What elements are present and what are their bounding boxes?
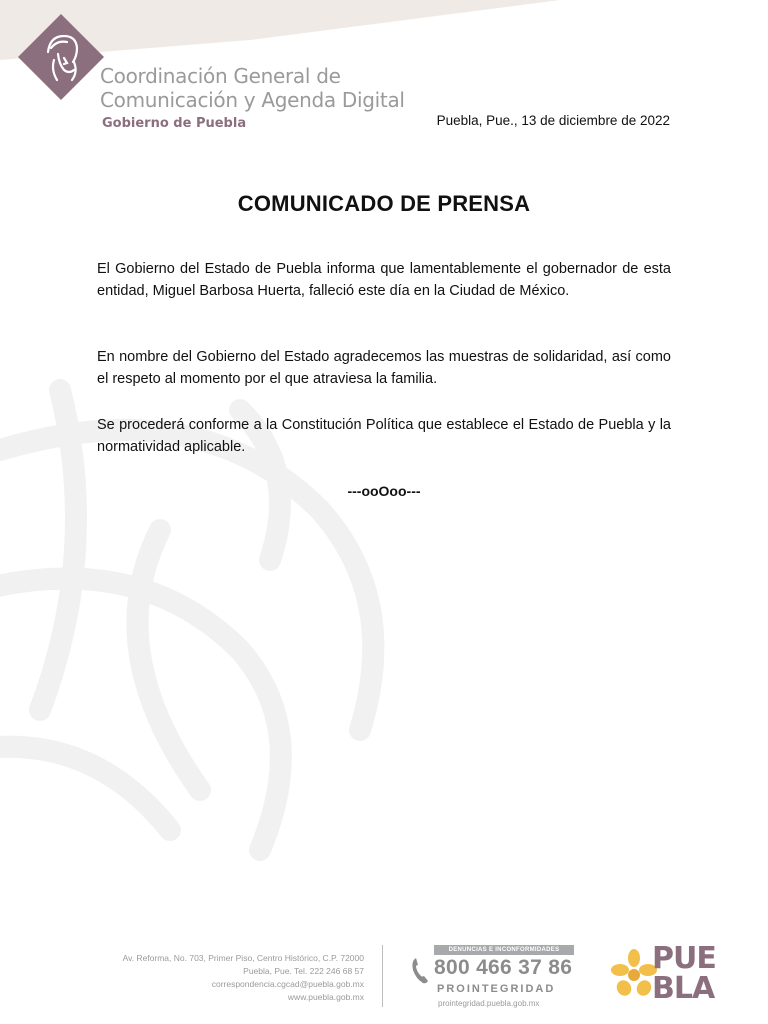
- government-logo-icon: [18, 14, 104, 100]
- puebla-logo-line2: BLA: [652, 971, 715, 1006]
- government-name: Gobierno de Puebla: [102, 116, 247, 131]
- org-name-line1: Coordinación General de: [100, 64, 341, 88]
- press-release-title: COMUNICADO DE PRENSA: [237, 191, 531, 216]
- puebla-logo-line1: PUE: [652, 941, 716, 976]
- body-paragraph: En nombre del Gobierno del Estado agradecemos las muestras de solidaridad, así como el respeto al momento por el que atraviesa la familia.: [97, 349, 671, 387]
- email-link[interactable]: correspondencia.cgcad@puebla.gob.mx: [211, 979, 364, 989]
- complaints-badge: DENUNCIAS E INCONFORMIDADES: [434, 945, 574, 955]
- document-date: Puebla, Pue., 13 de diciembre de 2022: [436, 113, 670, 128]
- address-line: Av. Reforma, No. 703, Primer Piso, Centro Histórico, C.P. 72000: [122, 953, 364, 963]
- footer-divider: [382, 945, 383, 1007]
- footer-address: [123, 952, 364, 1004]
- hotline-phone-number[interactable]: 800 466 37 86: [434, 956, 573, 979]
- phone-icon: [410, 955, 432, 985]
- closing-mark: ---ooOoo---: [347, 483, 421, 499]
- website-link[interactable]: www.puebla.gob.mx: [287, 992, 364, 1002]
- prointegridad-label: PROINTEGRIDAD: [437, 983, 556, 995]
- header-decorative-band: [0, 0, 768, 60]
- address-line: Puebla, Pue. Tel. 222 246 68 57: [243, 966, 364, 976]
- body-paragraph: Se procederá conforme a la Constitución Política que establece el Estado de Puebla y la normatividad aplicable.: [97, 417, 671, 455]
- prointegridad-link[interactable]: prointegridad.puebla.gob.mx: [438, 999, 540, 1008]
- puebla-flower-icon: [610, 948, 658, 1004]
- puebla-logo: [652, 941, 716, 1006]
- org-name-line2: Comunicación y Agenda Digital: [100, 88, 405, 112]
- body-paragraph: El Gobierno del Estado de Puebla informa que lamentablemente el gobernador de esta entidad, Miguel Barbosa Huerta, falleció este día en la Ciudad de México.: [97, 261, 671, 299]
